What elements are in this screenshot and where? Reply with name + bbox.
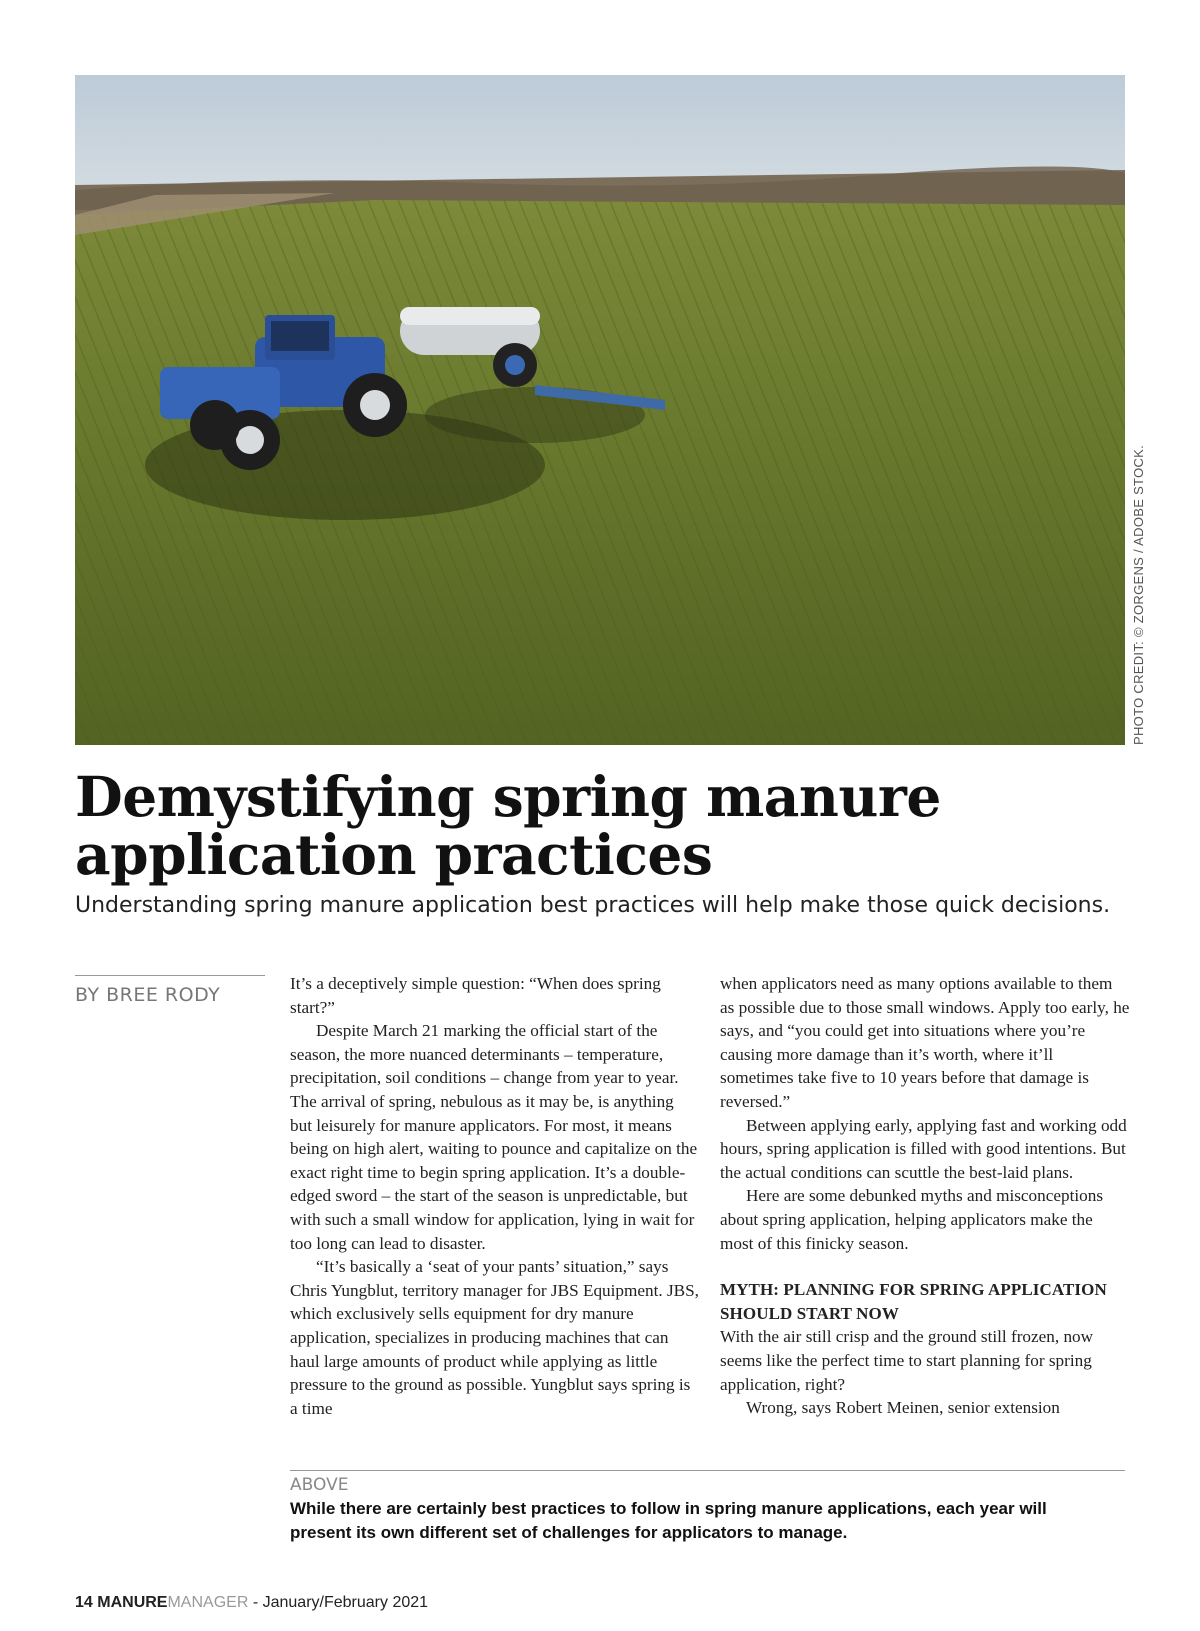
page-folio	[75, 1594, 428, 1612]
tractor-field-illustration	[75, 75, 1125, 745]
body-paragraph: With the air still crisp and the ground still frozen, now seems like the perfect time to start planning for spring application, right?	[720, 1327, 1094, 1394]
page-number: 14	[75, 1594, 93, 1611]
magazine-name-light: MANAGER	[167, 1594, 249, 1611]
byline-rule	[75, 975, 265, 976]
body-paragraph: when applicators need as many options available to them as possible due to those small windows. Apply too early, he says, and “you could get into situations where you’re causing more damage than it’s worth, where it’ll sometimes take five to 10 years before that damage is reversed.”	[720, 974, 1130, 1111]
body-paragraph: Between applying early, applying fast and working odd hours, spring application is filled with good intentions. But the actual conditions can scuttle the best-laid plans.	[720, 1115, 1127, 1182]
body-paragraph: Wrong, says Robert Meinen, senior extension	[746, 1398, 1060, 1418]
hero-photo	[75, 75, 1125, 745]
section-subhead: MYTH: PLANNING FOR SPRING APPLICATION SHOULD START NOW	[720, 1280, 1107, 1323]
article-headline	[75, 764, 1125, 887]
body-paragraph: “It’s basically a ‘seat of your pants’ situation,” says Chris Yungblut, territory manager for JBS Equipment. JBS, which exclusively sells equipment for dry manure application, specializes in producing machines that can haul large amounts of product while applying as little pressure to the ground as possible. Yungblut says spring is a time	[290, 1257, 699, 1418]
article-deck: Understanding spring manure application best practices will help make those quick decisions.	[75, 893, 1111, 918]
headline-line-2: application practices	[75, 822, 713, 887]
caption-label: ABOVE	[290, 1475, 349, 1495]
body-paragraph: Despite March 21 marking the official start of the season, the more nuanced determinants – temperature, precipitation, soil conditions – change from year to year. The arrival of spring, nebulous as it may be, is anything but leisurely for manure applicators. For most, it means being on high alert, waiting to pounce and capitalize on the exact right time to begin spring application. It’s a double-edged sword – the start of the season is unpredictable, but with such a small window for application, lying in wait for too long can lead to disaster.	[290, 1021, 698, 1253]
headline-line-1: Demystifying spring manure	[75, 764, 941, 829]
issue-date: - January/February 2021	[252, 1594, 429, 1611]
body-column-2	[720, 972, 1130, 1420]
photo-caption: While there are certainly best practices to follow in spring manure applications, each year will present its own different set of challenges for applicators to manage.	[290, 1499, 1047, 1542]
caption-rule	[290, 1470, 1125, 1471]
body-paragraph: It’s a deceptively simple question: “When does spring start?”	[290, 974, 661, 1017]
byline: BY BREE RODY	[75, 984, 221, 1006]
body-column-1	[290, 972, 700, 1420]
magazine-name-bold: MANURE	[97, 1594, 168, 1611]
body-paragraph: Here are some debunked myths and misconceptions about spring application, helping applicators make the most of this finicky season.	[720, 1186, 1104, 1253]
photo-credit: PHOTO CREDIT: © ZORGENS / ADOBE STOCK.	[1131, 444, 1146, 745]
